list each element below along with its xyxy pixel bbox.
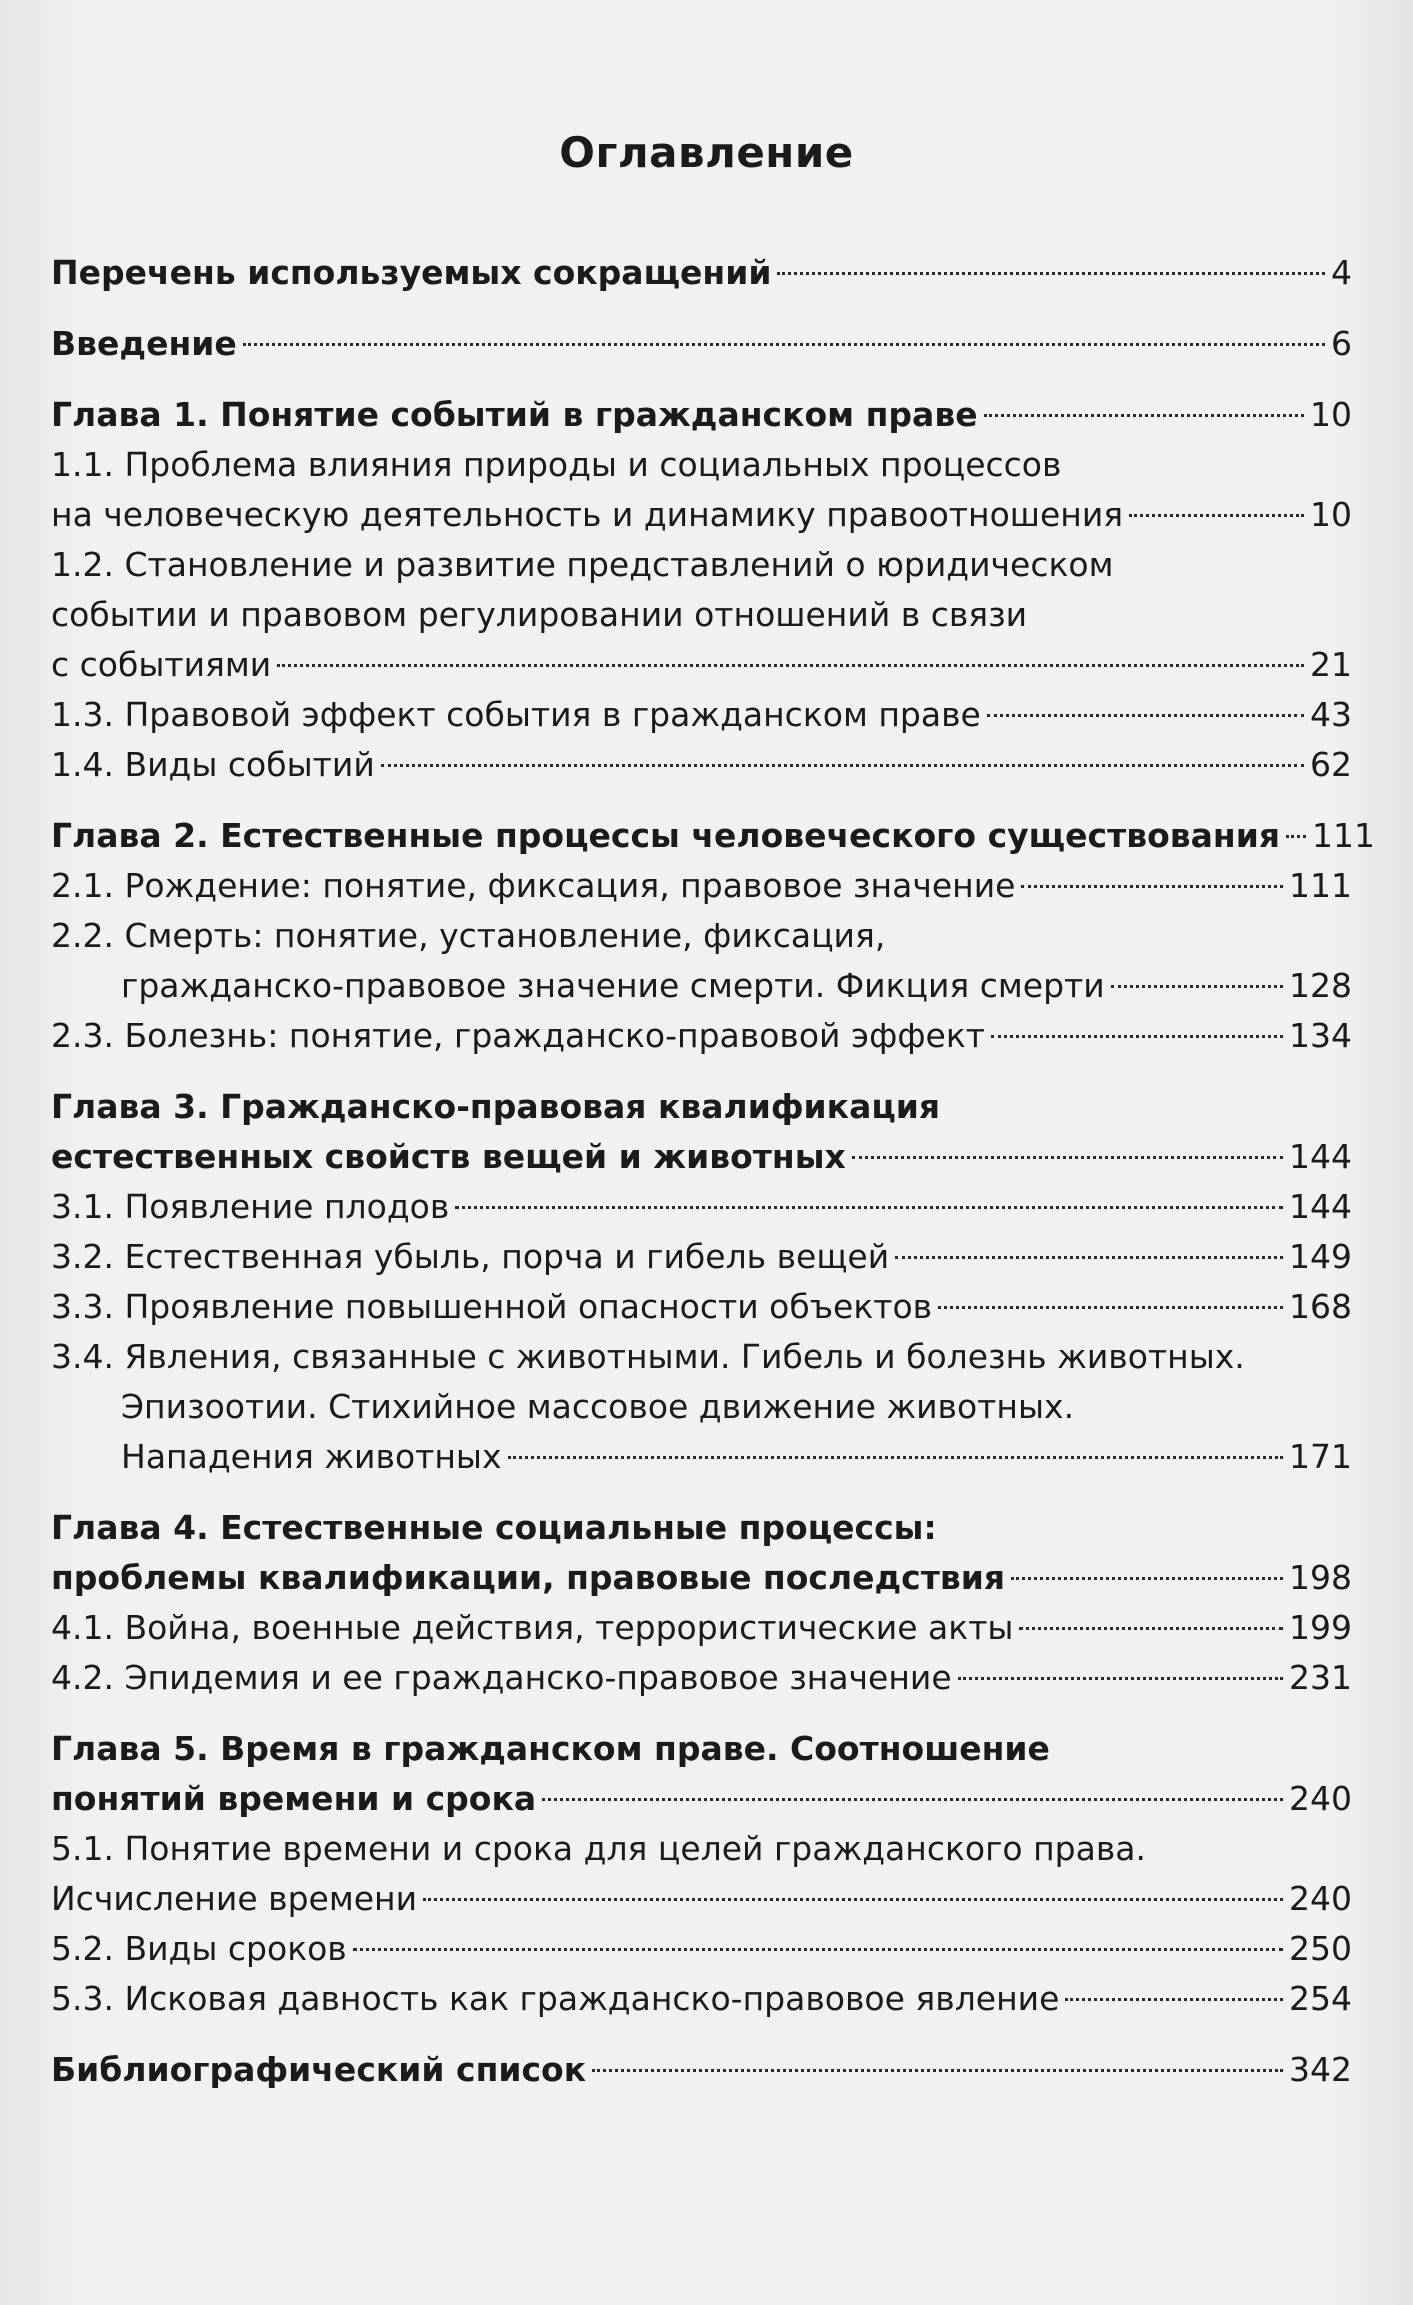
toc-entry-row	[51, 640, 1352, 690]
toc-page-number: 250	[1289, 1929, 1352, 1968]
toc-entry-text: Перечень используемых сокращений	[51, 253, 772, 292]
toc-entry-row	[51, 1974, 1352, 2024]
toc-page-number: 10	[1310, 495, 1352, 534]
toc-entry	[51, 1724, 1352, 1824]
toc-entry	[51, 390, 1352, 440]
toc-entry-row	[51, 1232, 1352, 1282]
dot-leader	[987, 714, 1304, 717]
dot-leader	[895, 1256, 1283, 1259]
toc-page-number: 168	[1289, 1287, 1352, 1326]
toc-entry-text: 1.1. Проблема влияния природы и социальных процессов	[51, 445, 1062, 484]
dot-leader	[958, 1677, 1283, 1680]
dot-leader	[1286, 835, 1306, 838]
toc-entry-row	[51, 390, 1352, 440]
dot-leader	[1065, 1998, 1283, 2001]
toc-entry-row	[51, 1432, 1352, 1482]
dot-leader	[777, 272, 1325, 275]
dot-leader	[455, 1206, 1283, 1209]
toc-entry	[51, 319, 1352, 369]
dot-leader	[938, 1306, 1283, 1309]
toc-page-number: 21	[1310, 645, 1352, 684]
dot-leader	[991, 1035, 1283, 1038]
toc-page-number: 199	[1289, 1608, 1352, 1647]
toc-page-number: 62	[1310, 745, 1352, 784]
toc-entry	[51, 1182, 1352, 1232]
toc-entry-text: Глава 1. Понятие событий в гражданском праве	[51, 395, 978, 434]
toc-entry-text: 3.4. Явления, связанные с животными. Гибель и болезнь животных.	[51, 1337, 1245, 1376]
toc-page-number: 149	[1289, 1237, 1352, 1276]
toc-page-number: 198	[1289, 1558, 1352, 1597]
toc-entry-row	[51, 1132, 1352, 1182]
toc-entry-text: событии и правовом регулировании отношений в связи	[51, 595, 1028, 634]
dot-leader	[1011, 1577, 1283, 1580]
toc-entry-text: понятий времени и срока	[51, 1779, 537, 1818]
toc-entry-row	[51, 1603, 1352, 1653]
toc-entry-row	[51, 2045, 1352, 2095]
toc-entry-text: Библиографический список	[51, 2050, 587, 2089]
toc-entry	[51, 1653, 1352, 1703]
toc-entry-text: 2.1. Рождение: понятие, фиксация, правовое значение	[51, 866, 1016, 905]
toc-entry-text: Глава 5. Время в гражданском праве. Соотношение	[51, 1729, 1050, 1768]
toc-entry-row	[51, 319, 1352, 369]
toc-entry-row	[51, 1924, 1352, 1974]
toc-entry-text: 3.3. Проявление повышенной опасности объектов	[51, 1287, 933, 1326]
toc-entry-text: 1.2. Становление и развитие представлений о юридическом	[51, 545, 1114, 584]
toc-entry	[51, 811, 1376, 861]
toc-entry	[51, 1011, 1352, 1061]
toc-entry	[51, 1603, 1352, 1653]
toc-entry	[51, 740, 1352, 790]
dot-leader	[243, 343, 1325, 346]
toc-entry-text: гражданско-правовое значение смерти. Фикция смерти	[121, 966, 1105, 1005]
toc-entry-row	[51, 490, 1352, 540]
toc-entry-text: 4.1. Война, военные действия, террористические акты	[51, 1608, 1014, 1647]
toc-entry	[51, 1503, 1352, 1603]
toc-entry	[51, 540, 1352, 690]
toc-page-number: 342	[1289, 2050, 1352, 2089]
dot-leader	[277, 664, 1304, 667]
toc-entry-text: Эпизоотии. Стихийное массовое движение животных.	[121, 1387, 1075, 1426]
toc-entry-text: 5.1. Понятие времени и срока для целей гражданского права.	[51, 1829, 1147, 1868]
toc-entry-text: Исчисление времени	[51, 1879, 418, 1918]
toc-entry-row	[51, 1182, 1352, 1232]
dot-leader	[852, 1156, 1283, 1159]
toc-entry	[51, 440, 1352, 540]
toc-entry-row	[51, 248, 1352, 298]
toc-entry	[51, 2045, 1352, 2095]
toc-entry-text: на человеческую деятельность и динамику правоотношения	[51, 495, 1124, 534]
toc-entry	[51, 1232, 1352, 1282]
toc-entry-text: 3.1. Появление плодов	[51, 1187, 450, 1226]
dot-leader	[542, 1798, 1283, 1801]
toc-entry-text: Нападения животных	[121, 1437, 502, 1476]
toc-page-number: 144	[1289, 1187, 1352, 1226]
toc-entry	[51, 248, 1352, 298]
toc-entry-text: 1.4. Виды событий	[51, 745, 375, 784]
toc-page-number: 111	[1289, 866, 1352, 905]
toc-entry-text: с событиями	[51, 645, 272, 684]
toc-entry	[51, 1282, 1352, 1332]
page-title: Оглавление	[559, 128, 854, 177]
toc-page-number: 111	[1312, 816, 1376, 855]
toc-entry	[51, 911, 1352, 1011]
toc-entry-text: 5.2. Виды сроков	[51, 1929, 347, 1968]
toc-entry-row	[51, 690, 1352, 740]
dot-leader	[592, 2069, 1283, 2072]
dot-leader	[1111, 985, 1283, 988]
toc-entry-text: 1.3. Правовой эффект события в гражданском праве	[51, 695, 981, 734]
toc-entry-text: 3.2. Естественная убыль, порча и гибель вещей	[51, 1237, 890, 1276]
toc-entry	[51, 1082, 1352, 1182]
toc-entry	[51, 861, 1352, 911]
toc-page-number: 171	[1289, 1437, 1352, 1476]
toc-page-number: 10	[1310, 395, 1352, 434]
toc-entry-row	[51, 1653, 1352, 1703]
toc-entry-row	[51, 1774, 1352, 1824]
toc-entry-text: 2.3. Болезнь: понятие, гражданско-правовой эффект	[51, 1016, 985, 1055]
toc-page-number: 144	[1289, 1137, 1352, 1176]
toc-page-number: 134	[1289, 1016, 1352, 1055]
table-of-contents	[51, 248, 1376, 2095]
toc-entry-text: Глава 4. Естественные социальные процессы:	[51, 1508, 937, 1547]
toc-entry	[51, 1332, 1352, 1482]
toc-page-number: 254	[1289, 1979, 1352, 2018]
toc-entry-text: Глава 3. Гражданско-правовая квалификация	[51, 1087, 941, 1126]
toc-page-number: 4	[1331, 253, 1352, 292]
toc-entry	[51, 1924, 1352, 1974]
toc-entry-text: Введение	[51, 324, 237, 363]
dot-leader	[1129, 514, 1304, 517]
toc-entry-row	[51, 811, 1376, 861]
toc-entry-row	[51, 861, 1352, 911]
toc-page-number: 43	[1310, 695, 1352, 734]
toc-entry-row	[51, 961, 1352, 1011]
toc-entry-row	[51, 1011, 1352, 1061]
dot-leader	[508, 1456, 1283, 1459]
dot-leader	[1021, 885, 1283, 888]
toc-page-number: 231	[1289, 1658, 1352, 1697]
toc-page-number: 6	[1331, 324, 1352, 363]
toc-page-number: 240	[1289, 1879, 1352, 1918]
toc-entry-text: 4.2. Эпидемия и ее гражданско-правовое значение	[51, 1658, 952, 1697]
toc-entry-row	[51, 1874, 1352, 1924]
toc-entry	[51, 690, 1352, 740]
toc-entry-text: естественных свойств вещей и животных	[51, 1137, 846, 1176]
dot-leader	[353, 1948, 1283, 1951]
toc-entry	[51, 1824, 1352, 1924]
toc-entry-row	[51, 1282, 1352, 1332]
dot-leader	[381, 764, 1304, 767]
toc-entry	[51, 1974, 1352, 2024]
toc-page-number: 128	[1289, 966, 1352, 1005]
dot-leader	[984, 414, 1304, 417]
toc-entry-text: 5.3. Исковая давность как гражданско-правовое явление	[51, 1979, 1060, 2018]
dot-leader	[423, 1898, 1283, 1901]
dot-leader	[1019, 1627, 1283, 1630]
toc-entry-row	[51, 740, 1352, 790]
toc-entry-row	[51, 1553, 1352, 1603]
toc-entry-text: Глава 2. Естественные процессы человеческого существования	[51, 816, 1281, 855]
toc-page-number: 240	[1289, 1779, 1352, 1818]
toc-entry-text: 2.2. Смерть: понятие, установление, фиксация,	[51, 916, 886, 955]
toc-entry-text: проблемы квалификации, правовые последствия	[51, 1558, 1006, 1597]
